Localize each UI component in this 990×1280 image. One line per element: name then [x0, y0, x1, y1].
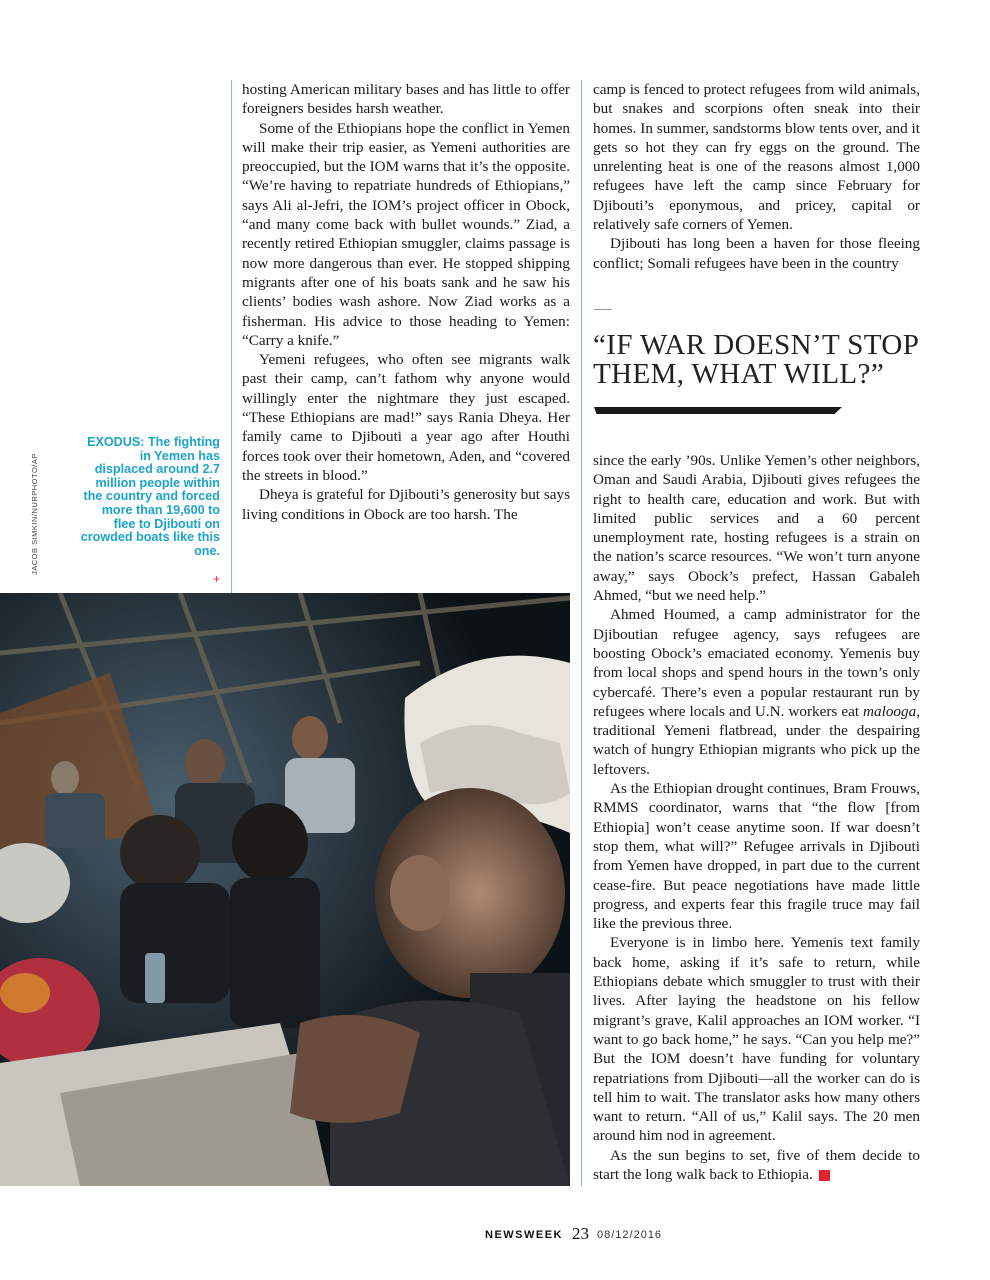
- paragraph: Dheya is grateful for Djibouti’s generosity but says living conditions in Obock are too harsh. The: [242, 486, 570, 523]
- pull-quote-underline: [594, 407, 842, 414]
- italic-term: malooga: [863, 702, 917, 720]
- column-divider-right: [581, 80, 582, 1186]
- paragraph-text: , traditional Yemeni flatbread, under the despairing watch of hungry Ethiopian migrants who pick up the leftovers.: [593, 702, 920, 778]
- paragraph: since the early ’90s. Unlike Yemen’s other neighbors, Oman and Saudi Arabia, Djibouti gives refugees the right to health care, education and work. But with limited public services and a 60 percent unemployment rate, hosting refugees is a strain on the nation’s scarce resources. “We won’t turn anyone away,” says Obock’s prefect, Hassan Gabaleh Ahmed, “but we need help.”: [593, 452, 920, 605]
- footer-brand: NEWSWEEK: [485, 1229, 563, 1241]
- paragraph: As the Ethiopian drought continues, Bram Frouws, RMMS coordinator, warns that “the flow [from Ethiopia] won’t cease anytime soon. If war doesn’t stop them, what will?” Refugee arrivals in Djibouti from Yemen have dropped, in part due to the current cease-fire. But peace negotiations have made little progress, and experts fear this fragile truce may fail like the previous three.: [593, 780, 920, 933]
- newsweek-end-mark-icon: N: [819, 1170, 830, 1181]
- caption-plus-icon: +: [212, 572, 220, 586]
- paragraph: Some of the Ethiopians hope the conflict in Yemen will make their trip easier, as Yemeni authorities are preoccupied, but the IOM warns that it’s the opposite. “We’re having to repatriate hundreds of Ethiopians,” says Ali al-Jefri, the IOM’s project officer in Obock, “and many come back with bullet wounds.” Ziad, a recently retired Ethiopian smuggler, claims passage is now more dangerous than ever. He stopped shipping migrants after one of his boats sank and he saw his clients’ bodies wash ashore. Now Ziad works as a fisherman. His advice to those heading to Yemen: “Carry a knife.”: [242, 119, 570, 349]
- pull-quote: “IF WAR DOESN’T STOP THEM, WHAT WILL?”: [593, 329, 919, 390]
- photo-caption: EXODUS: The fighting in Yemen has displaced around 2.7 million people within the country and forced more than 19,600 to flee to Djibouti on crowded boats like this one.: [80, 435, 220, 558]
- photo-refugees-on-boat: [0, 593, 570, 1186]
- paragraph: [593, 605, 920, 779]
- paragraph: Everyone is in limbo here. Yemenis text family back home, asking if it’s safe to return, while Ethiopians debate which smuggler to trust with their lives. After laying the headstone on his fellow migrant’s grave, Kalil approaches an IOM worker. “I want to go back home,” he says. “Can you help me?” But the IOM doesn’t have funding for voluntary repatriations from Djibouti—all the worker can do is tell him to wait. The translator asks how many others want to return. “All of us,” Kalil says. The 20 men around him nod in agreement.: [593, 934, 920, 1145]
- paragraph-text: Ahmed Houmed, a camp administrator for the Djiboutian refugee agency, says refugees are boosting Obock’s emaciated economy. Yemenis buy from local shops and spend hours in the town’s only cybercafé. There’s even a popular restaurant run by refugees where locals and U.N. workers eat: [593, 606, 920, 720]
- pull-quote-dash: [594, 309, 612, 310]
- article-column-1: [242, 80, 570, 524]
- paragraph: hosting American military bases and has little to offer foreigners besides harsh weather.: [242, 81, 570, 118]
- paragraph: Djibouti has long been a haven for those fleeing conflict; Somali refugees have been in the country: [593, 235, 920, 272]
- paragraph: Yemeni refugees, who often see migrants walk past their camp, can’t fathom why anyone would willingly enter the nightmare they just escaped. “These Ethiopians are mad!” says Rania Dheya. Her family came to Djibouti a year ago after Houthi forces took over their hometown, Aden, and “covered the streets in blood.”: [242, 351, 570, 484]
- paragraph: camp is fenced to protect refugees from wild animals, but snakes and scorpions often sneak into their homes. In summer, sandstorms blow tents over, and it gets so hot they can fry eggs on the ground. The unrelenting heat is one of the reasons almost 1,000 refugees have left the camp since February for Djibouti’s eponymous, and pricey, capital or relatively safe corners of Yemen.: [593, 81, 920, 234]
- paragraph-text: As the sun begins to set, five of them decide to start the long walk back to Ethiopia.: [593, 1146, 920, 1183]
- article-column-2-bottom: [593, 451, 920, 1184]
- paragraph: [593, 1146, 920, 1185]
- photo-credit: JACOB SIMKIN/NURPHOTO/AP: [30, 453, 39, 575]
- footer-page-number: 23: [572, 1224, 589, 1243]
- article-column-2-top: [593, 80, 920, 273]
- footer-date: 08/12/2016: [597, 1229, 663, 1241]
